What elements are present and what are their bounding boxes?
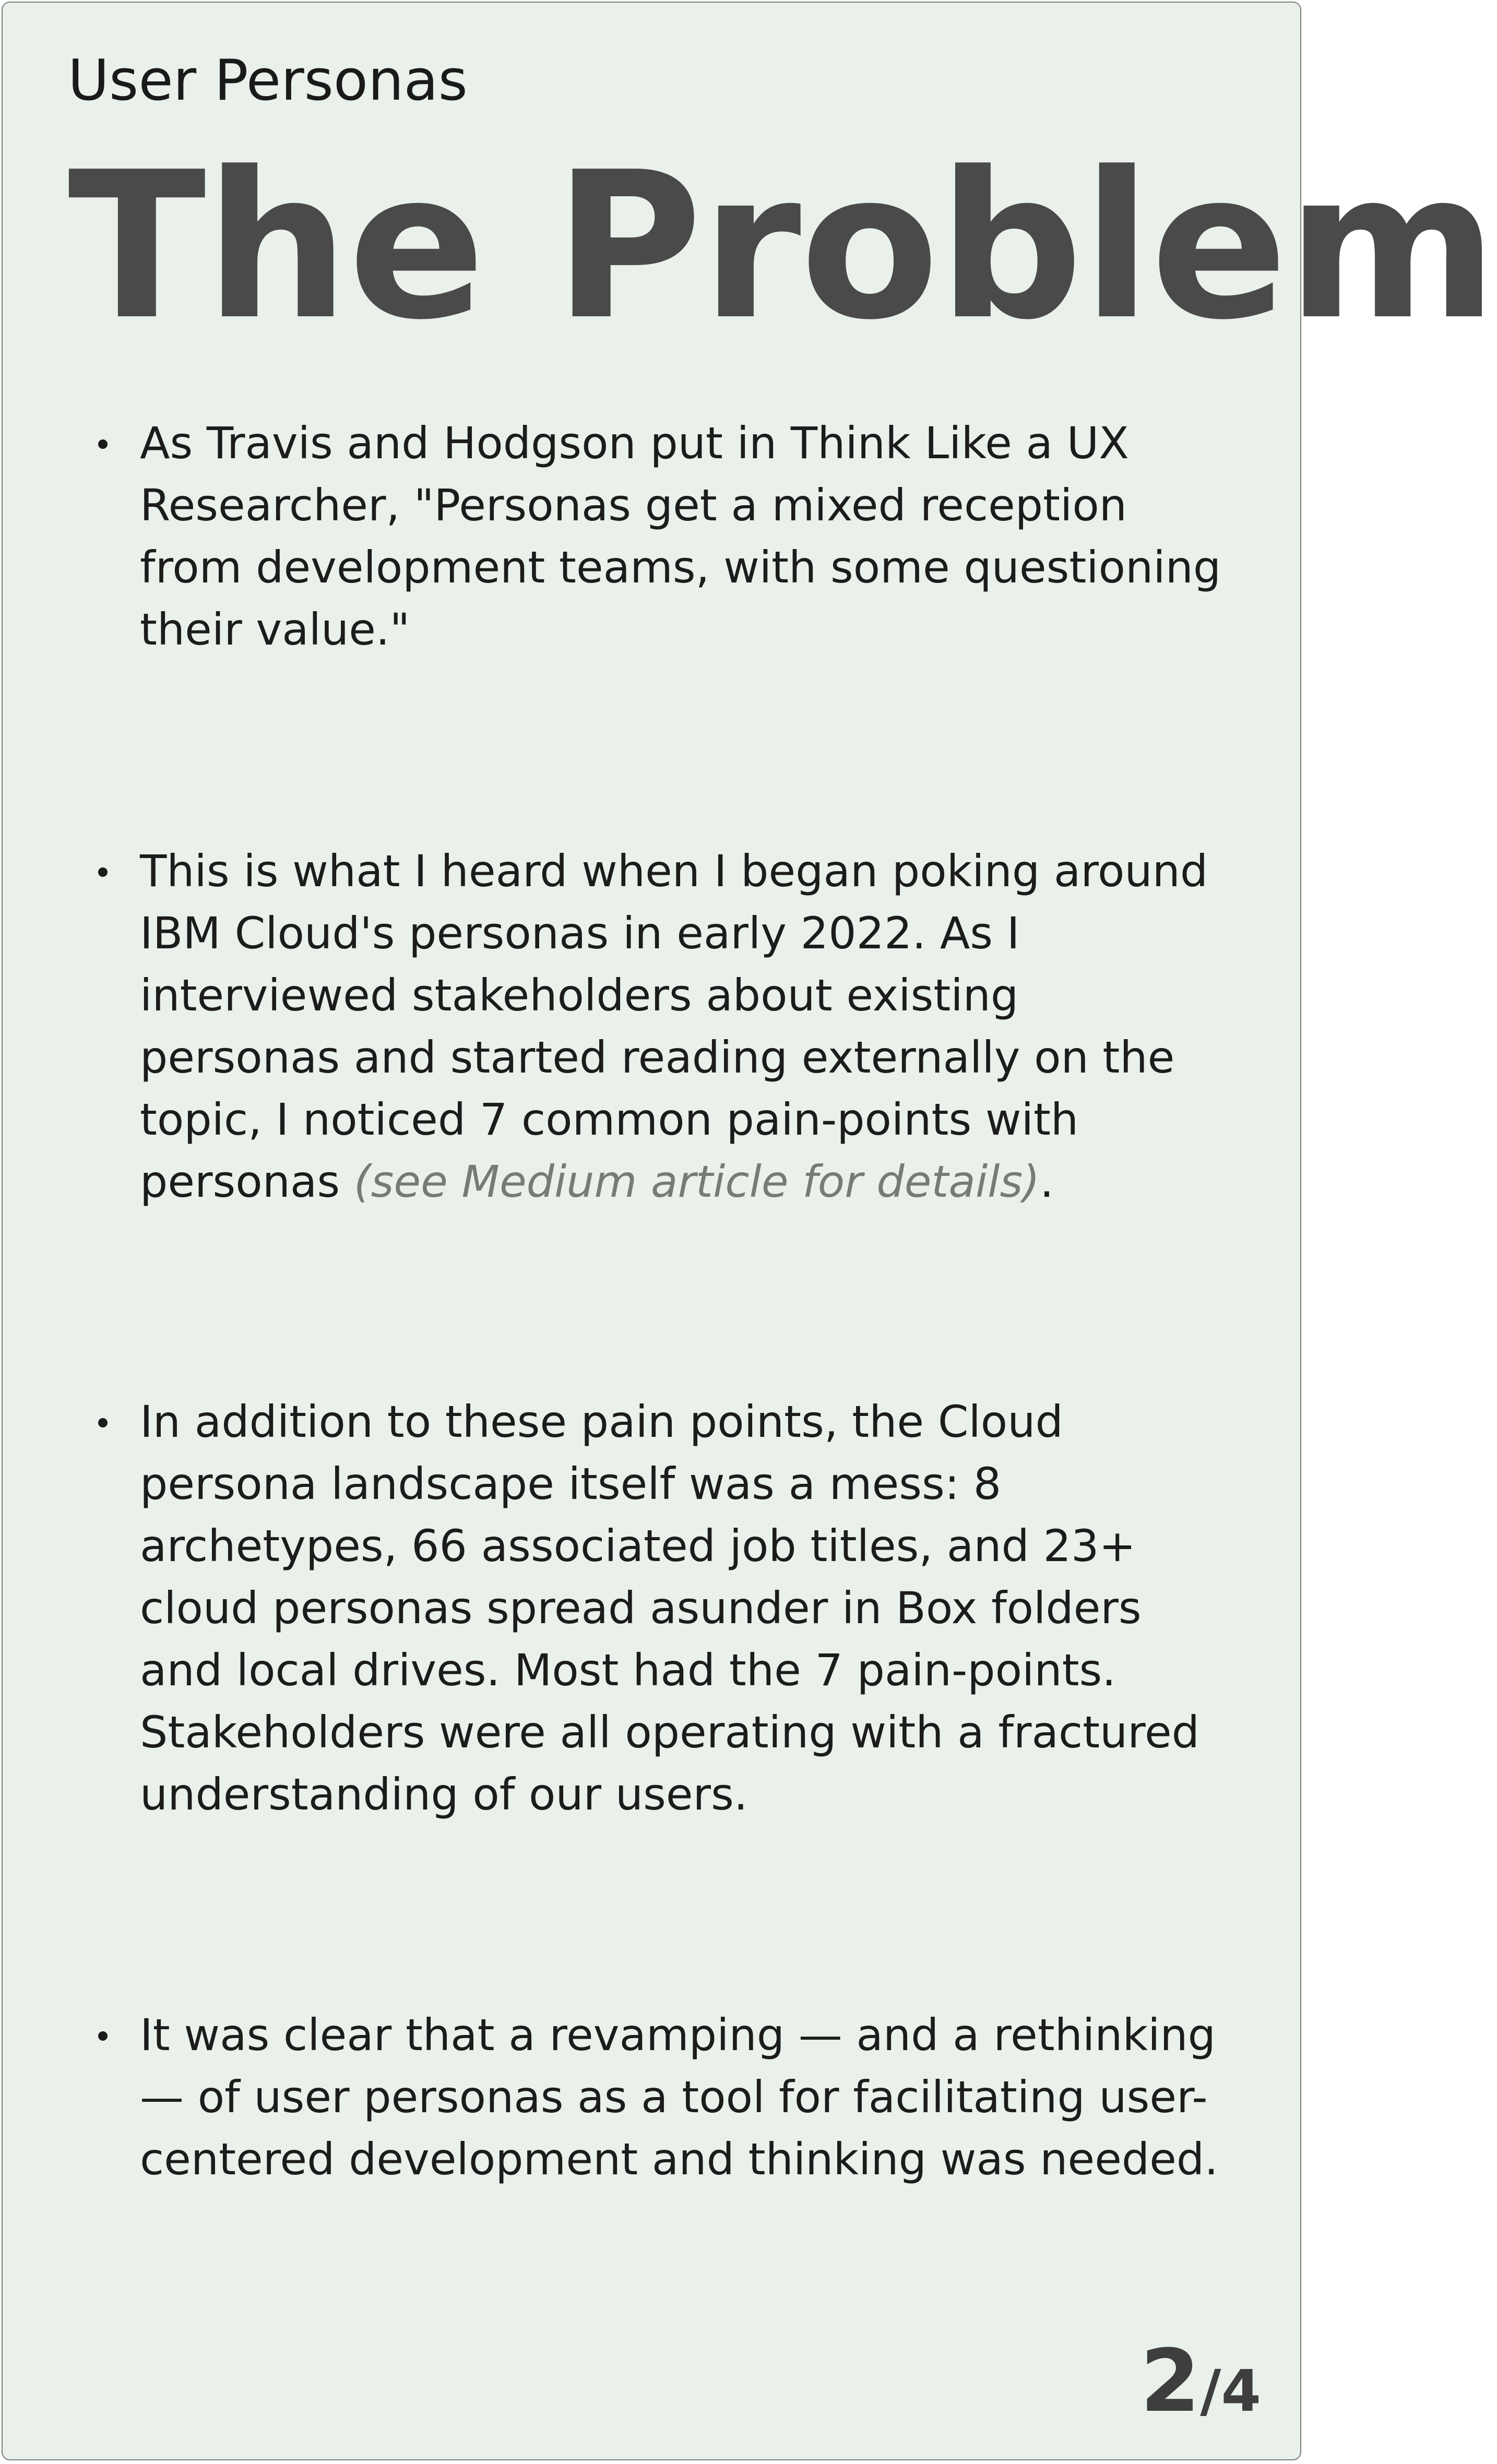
bullet-item	[140, 840, 1226, 1213]
slide-card	[2, 2, 1497, 2460]
bullet-text: As Travis and Hodgson put in Think Like a UX Researcher, "Personas get a mixed reception from development teams, with some questioning their value."	[140, 418, 1221, 655]
bullet-suffix: .	[1040, 1156, 1054, 1207]
slide-eyebrow: User Personas	[68, 48, 468, 113]
slide-title: The Problem	[68, 128, 1497, 364]
bullet-item	[140, 412, 1226, 661]
bullet-text: It was clear that a revamping — and a rethinking — of user personas as a tool for facilitating user-centered development and thinking was needed.	[140, 2009, 1218, 2185]
bullet-text: In addition to these pain points, the Cloud persona landscape itself was a mess: 8 archetypes, 66 associated job titles, and 23+ cloud personas spread asunder in Box folders and local drives. Most had the 7 pain-points. Stakeholders were all operating with a fractured understanding of our users.	[140, 1396, 1199, 1820]
page-current: 2	[1140, 2331, 1201, 2431]
bullet-item	[140, 2004, 1226, 2191]
page-indicator	[1140, 2331, 1261, 2431]
medium-article-note: (see Medium article for details)	[353, 1156, 1040, 1207]
bullet-text: This is what I heard when I began poking around IBM Cloud's personas in early 2022. As I interviewed stakeholders about existing personas and started reading externally on the topic, I noticed 7 common pain-points with personas	[140, 846, 1208, 1207]
bullet-item	[140, 1391, 1226, 1826]
page-total: /4	[1200, 2358, 1261, 2424]
